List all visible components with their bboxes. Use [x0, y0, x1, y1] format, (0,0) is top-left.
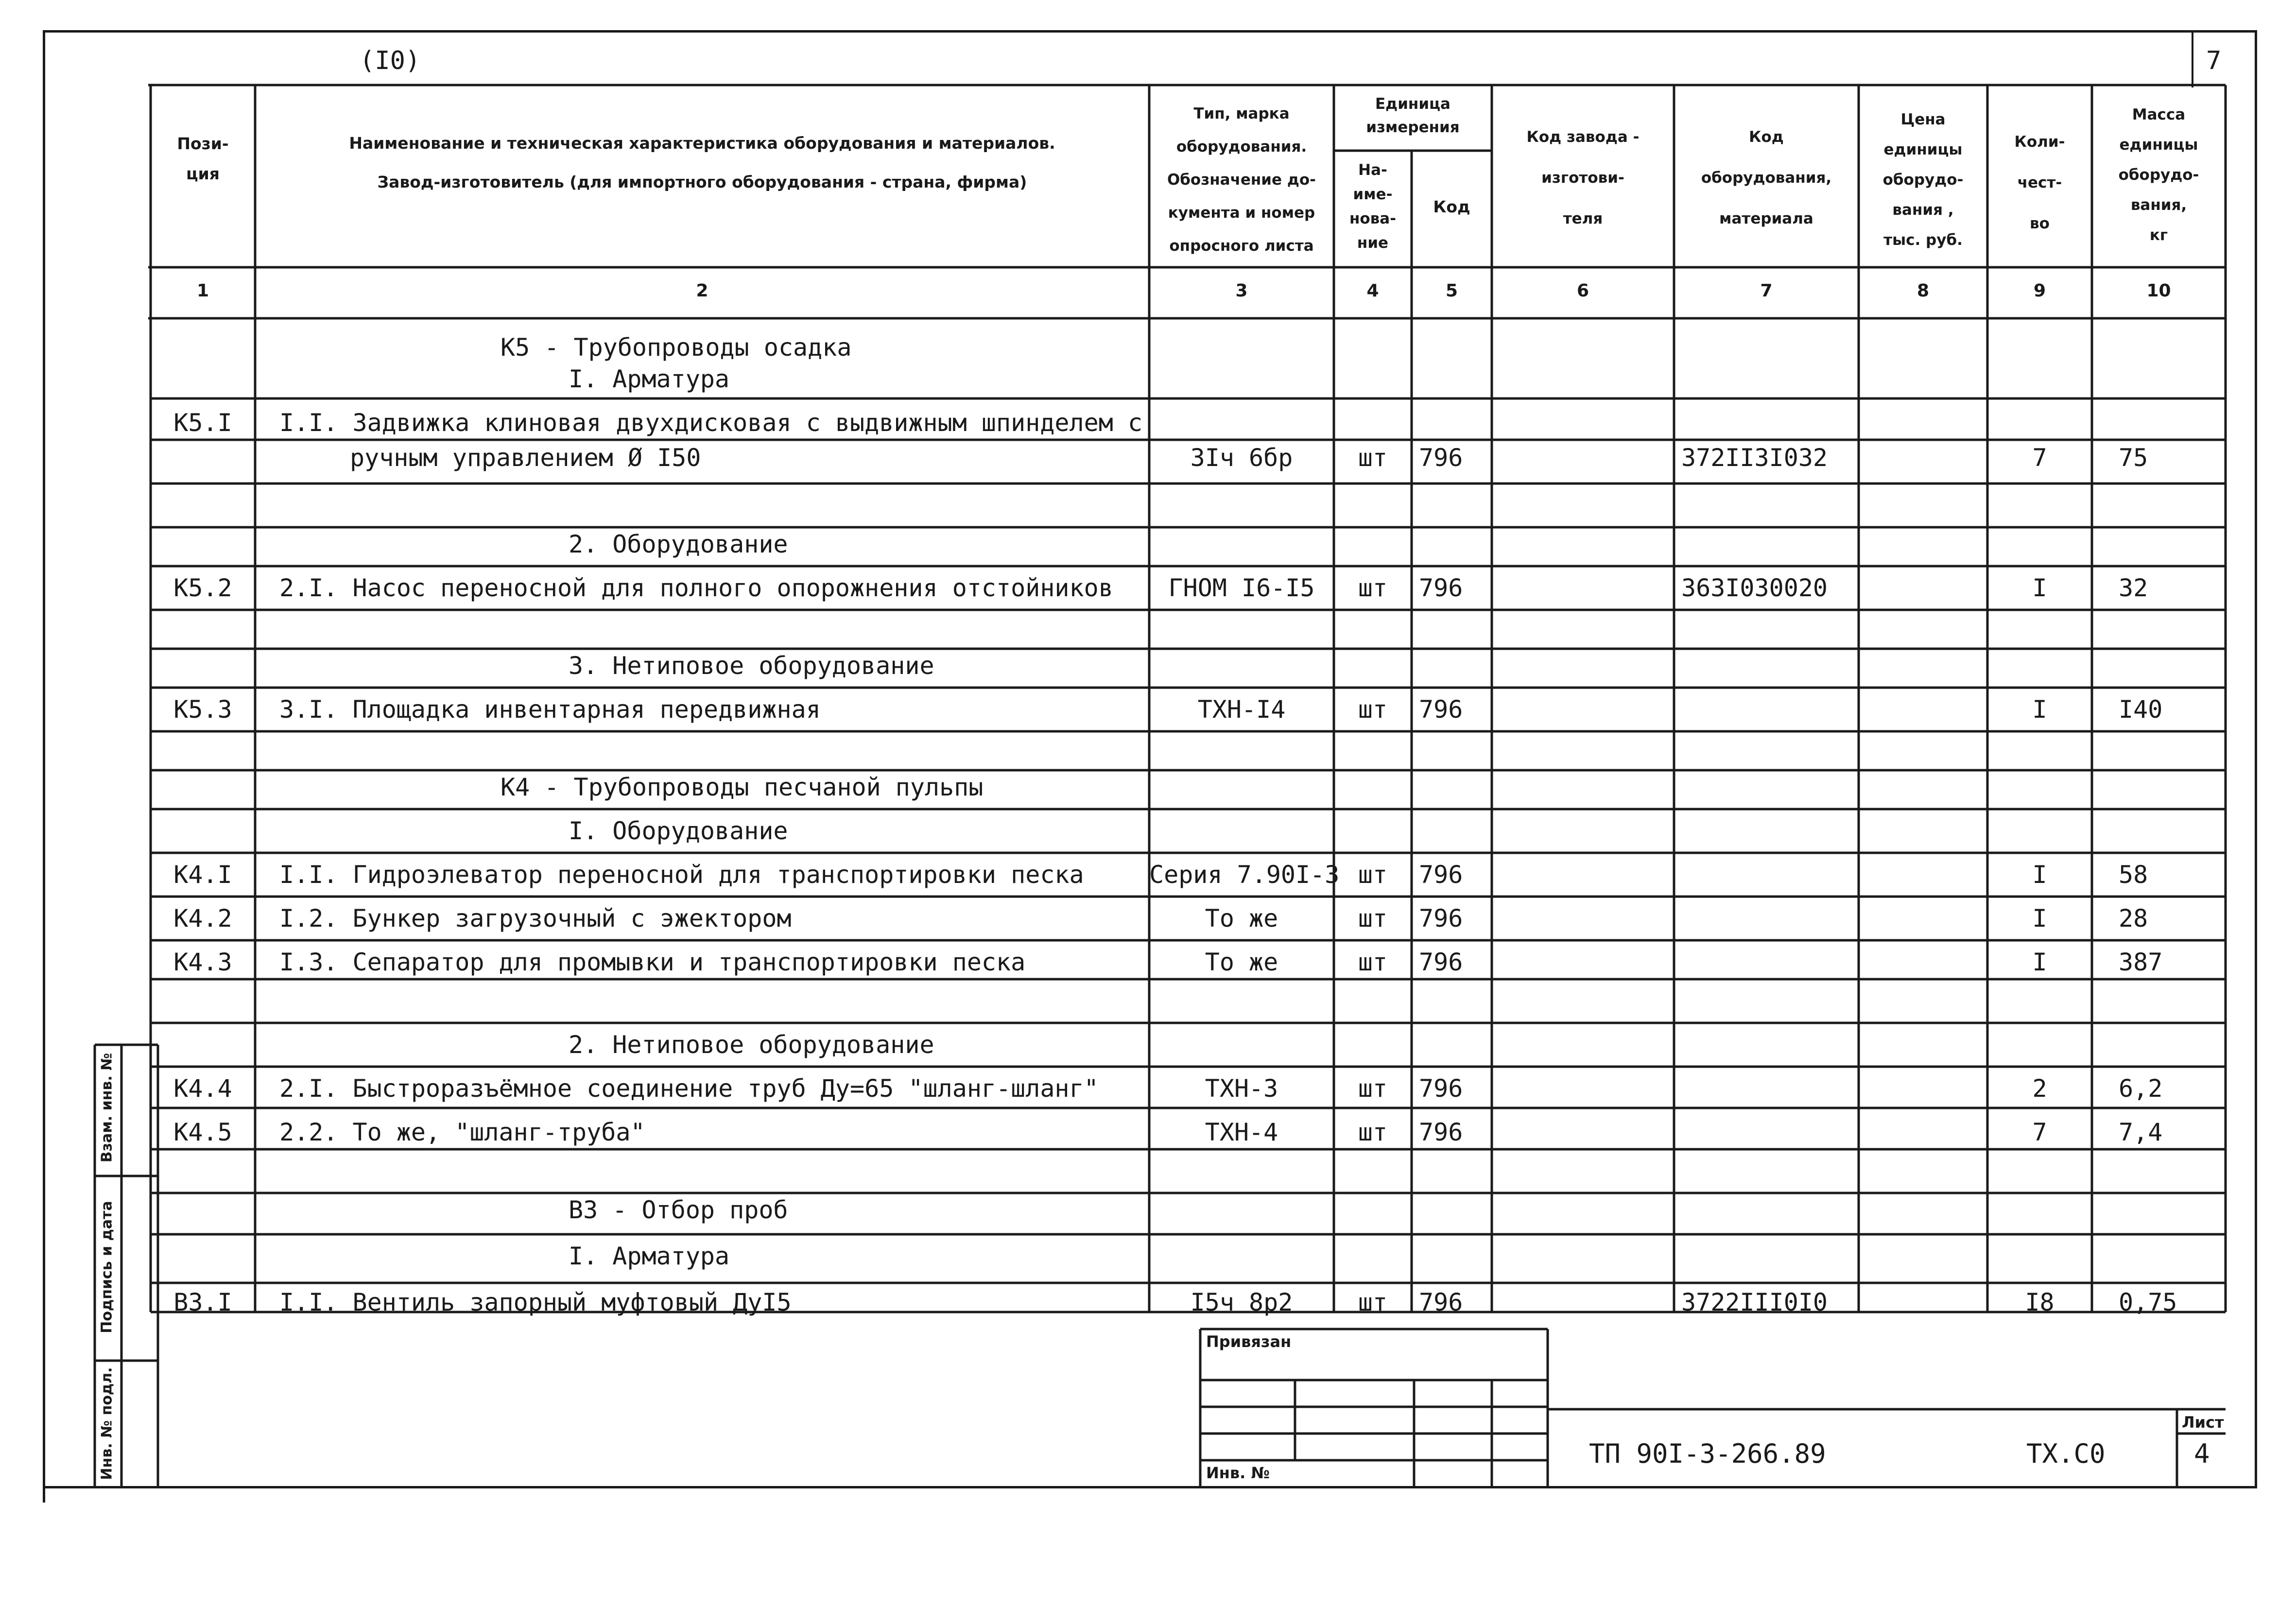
- row-15-qty: I: [2032, 904, 2047, 933]
- row-9-name: 3. Нетиповое оборудование: [569, 652, 934, 680]
- row-2-name: I. Арматура: [569, 365, 730, 393]
- header-col6-line3: теля: [1563, 210, 1603, 227]
- title-doc-code: ТП 90I-3-266.89: [1589, 1438, 1826, 1469]
- header-col3: [1149, 97, 1334, 262]
- header-col10: [2092, 100, 2226, 250]
- row-15-code: 796: [1419, 904, 1463, 933]
- row-10-unit: шт: [1358, 695, 1388, 724]
- row-3-pos: К5.I: [173, 409, 232, 437]
- row-7-pos: К5.2: [173, 574, 232, 602]
- row-20-type: ТХН-4: [1205, 1118, 1278, 1146]
- corner-number: 7: [2206, 46, 2222, 75]
- header-col3-line5: опросного листа: [1169, 237, 1314, 255]
- row-19-code: 796: [1419, 1074, 1463, 1103]
- header-col4-line4: ние: [1357, 234, 1389, 252]
- row-1-name: К5 - Трубопроводы осадка: [501, 333, 852, 362]
- row-19-pos: К4.4: [173, 1074, 232, 1103]
- row-16-name: I.3. Сепаратор для промывки и транспортировки песка: [279, 948, 1026, 976]
- colnum-3: 3: [1235, 281, 1248, 301]
- header-col10-line2: единицы: [2119, 136, 2198, 154]
- row-4-name: ручным управлением Ø I50: [350, 444, 701, 472]
- header-col1-line1: Пози-: [177, 134, 229, 153]
- row-24-mass: 0,75: [2119, 1288, 2177, 1316]
- row-20-code: 796: [1419, 1118, 1463, 1146]
- header-col10-line4: вания,: [2130, 196, 2187, 214]
- header-col1: [151, 129, 255, 189]
- header-col2-line1: Наименование и техническая характеристика оборудования и материалов.: [349, 134, 1055, 153]
- title-inv-no: Инв. №: [1206, 1464, 1270, 1482]
- row-19-qty: 2: [2032, 1074, 2047, 1103]
- row-19-name: 2.I. Быстроразъёмное соединение труб Ду=65 "шланг-шланг": [279, 1074, 1099, 1103]
- header-unit-line1: Единица: [1375, 95, 1450, 113]
- title-bound: Привязан: [1206, 1332, 1292, 1351]
- row-12-name: К4 - Трубопроводы песчаной пульпы: [501, 773, 984, 801]
- header-col5: [1412, 192, 1492, 222]
- row-14-unit: шт: [1358, 861, 1388, 889]
- header-col6-line1: Код завода -: [1526, 128, 1640, 146]
- row-23-name: I. Арматура: [569, 1242, 730, 1270]
- row-10-code: 796: [1419, 695, 1463, 724]
- header-col8-line5: тыс. руб.: [1883, 231, 1963, 249]
- row-14-mass: 58: [2119, 861, 2148, 889]
- row-7-type: ГНОМ I6-I5: [1168, 574, 1315, 602]
- row-24-type: I5ч 8р2: [1190, 1288, 1293, 1316]
- row-3-name: I.I. Задвижка клиновая двухдисковая с выдвижным шпинделем с: [279, 409, 1143, 437]
- row-15-mass: 28: [2119, 904, 2148, 933]
- title-mark: ТХ.С0: [2026, 1438, 2106, 1469]
- title-sheet-label: Лист: [2182, 1413, 2224, 1432]
- row-16-mass: 387: [2119, 948, 2163, 976]
- row-10-type: ТХН-I4: [1197, 695, 1286, 724]
- colnum-4: 4: [1366, 281, 1379, 301]
- row-15-type: То же: [1205, 904, 1278, 933]
- side-inv-orig: Инв. № подл.: [98, 1367, 116, 1480]
- header-col4-line3: нова-: [1349, 210, 1397, 227]
- header-col7-line3: материала: [1719, 210, 1813, 227]
- row-4-unit: шт: [1358, 444, 1388, 472]
- row-6-name: 2. Оборудование: [569, 530, 788, 558]
- row-10-pos: К5.3: [173, 695, 232, 724]
- header-unit-group: [1334, 92, 1492, 139]
- colnum-5: 5: [1445, 281, 1458, 301]
- header-col7-line2: оборудования,: [1701, 169, 1832, 187]
- row-14-qty: I: [2032, 861, 2047, 889]
- row-24-name: I.I. Вентиль запорный муфтовый ДуI5: [279, 1288, 792, 1316]
- row-16-unit: шт: [1358, 948, 1388, 976]
- header-col7-line1: Код: [1749, 128, 1784, 146]
- header-col8: [1859, 104, 1987, 255]
- row-10-name: 3.I. Площадка инвентарная передвижная: [279, 695, 821, 724]
- row-14-code: 796: [1419, 861, 1463, 889]
- header-col8-line3: оборудо-: [1882, 171, 1964, 189]
- row-14-name: I.I. Гидроэлеватор переносной для транспортировки песка: [279, 861, 1084, 889]
- header-col8-line1: Цена: [1900, 111, 1946, 128]
- row-16-type: То же: [1205, 948, 1278, 976]
- row-7-equip: 363I030020: [1681, 574, 1828, 602]
- colnum-2: 2: [696, 281, 708, 301]
- row-15-unit: шт: [1358, 904, 1388, 933]
- row-16-qty: I: [2032, 948, 2047, 976]
- row-24-code: 796: [1419, 1288, 1463, 1316]
- header-col9-line1: Коли-: [2014, 133, 2065, 151]
- colnum-6: 6: [1576, 281, 1589, 301]
- header-col4: [1334, 158, 1412, 255]
- colnum-1: 1: [196, 281, 209, 301]
- row-7-code: 796: [1419, 574, 1463, 602]
- row-15-pos: К4.2: [173, 904, 232, 933]
- row-19-mass: 6,2: [2119, 1074, 2163, 1103]
- header-col10-line5: кг: [2149, 226, 2168, 244]
- row-10-mass: I40: [2119, 695, 2163, 724]
- header-col9-line3: во: [2030, 215, 2050, 232]
- side-replaced-inv: Взам. инв. №: [98, 1053, 116, 1163]
- header-col5-line1: Код: [1433, 197, 1470, 216]
- header-col8-line2: единицы: [1883, 141, 1963, 158]
- header-unit-line2: измерения: [1366, 119, 1460, 136]
- row-19-unit: шт: [1358, 1074, 1388, 1103]
- row-4-type: 3Iч 6бр: [1190, 444, 1293, 472]
- header-col6-line2: изготови-: [1541, 169, 1624, 187]
- row-24-equip: 3722III0I0: [1681, 1288, 1828, 1316]
- colnum-7: 7: [1760, 281, 1773, 301]
- header-col3-line4: кумента и номер: [1168, 204, 1315, 222]
- header-col4-line2: име-: [1353, 186, 1393, 203]
- page-tag: (I0): [360, 46, 421, 75]
- header-col7: [1674, 117, 1859, 239]
- row-13-name: I. Оборудование: [569, 817, 788, 845]
- row-16-code: 796: [1419, 948, 1463, 976]
- colnum-8: 8: [1916, 281, 1930, 301]
- row-4-code: 796: [1419, 444, 1463, 472]
- row-20-qty: 7: [2032, 1118, 2047, 1146]
- row-4-mass: 75: [2119, 444, 2148, 472]
- row-7-unit: шт: [1358, 574, 1388, 602]
- header-col8-line4: вания ,: [1892, 201, 1954, 219]
- row-20-unit: шт: [1358, 1118, 1388, 1146]
- row-7-mass: 32: [2119, 574, 2148, 602]
- row-7-name: 2.I. Насос переносной для полного опорожнения отстойников: [279, 574, 1113, 602]
- row-24-pos: В3.I: [173, 1288, 232, 1316]
- header-col9: [1987, 121, 2092, 244]
- row-22-name: В3 - Отбор проб: [569, 1196, 788, 1224]
- header-col4-line1: На-: [1358, 161, 1387, 179]
- row-18-name: 2. Нетиповое оборудование: [569, 1031, 934, 1059]
- colnum-10: 10: [2146, 281, 2171, 301]
- header-col3-line2: оборудования.: [1176, 138, 1307, 156]
- header-col6: [1492, 117, 1674, 239]
- row-14-pos: К4.I: [173, 861, 232, 889]
- row-10-qty: I: [2032, 695, 2047, 724]
- row-4-qty: 7: [2032, 444, 2047, 472]
- header-col1-line2: ция: [186, 164, 220, 183]
- row-19-type: ТХН-3: [1205, 1074, 1278, 1103]
- header-col2: [255, 124, 1149, 202]
- title-sheet-number: 4: [2194, 1438, 2210, 1469]
- header-col9-line2: чест-: [2017, 174, 2062, 191]
- row-4-equip: 372II3I032: [1681, 444, 1828, 472]
- header-col10-line1: Масса: [2132, 106, 2186, 123]
- header-col2-line2: Завод-изготовитель (для импортного оборудования - страна, фирма): [377, 173, 1027, 191]
- row-20-name: 2.2. То же, "шланг-труба": [279, 1118, 645, 1146]
- row-7-qty: I: [2032, 574, 2047, 602]
- row-15-name: I.2. Бункер загрузочный с эжектором: [279, 904, 792, 933]
- header-col3-line3: Обозначение до-: [1167, 171, 1316, 189]
- header-col3-line1: Тип, марка: [1193, 105, 1290, 122]
- row-20-mass: 7,4: [2119, 1118, 2163, 1146]
- row-14-type: Серия 7.90I-3: [1149, 861, 1340, 889]
- row-24-qty: I8: [2025, 1288, 2054, 1316]
- row-20-pos: К4.5: [173, 1118, 232, 1146]
- side-signature-date: Подпись и дата: [98, 1201, 116, 1333]
- header-col10-line3: оборудо-: [2118, 166, 2199, 184]
- row-16-pos: К4.3: [173, 948, 232, 976]
- colnum-9: 9: [2033, 281, 2046, 301]
- row-24-unit: шт: [1358, 1288, 1388, 1316]
